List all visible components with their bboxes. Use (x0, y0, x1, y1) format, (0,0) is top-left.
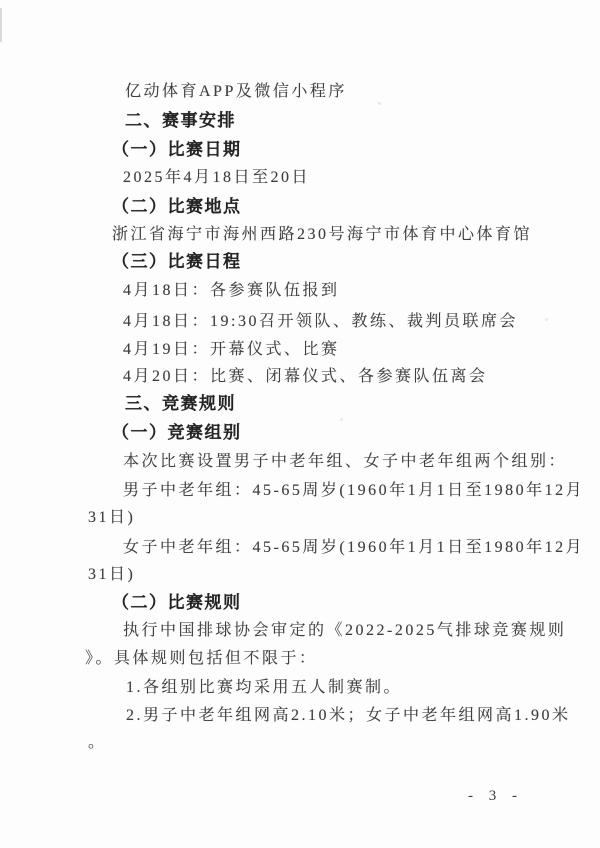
line-schedule-apr18-checkin: 4月18日：各参赛队伍报到 (123, 282, 340, 299)
scan-edge-artifact (0, 8, 2, 42)
heading-competition-groups: （一）竞赛组别 (112, 423, 242, 442)
heading-match-rules: （二）比赛规则 (112, 593, 242, 612)
line-venue-address: 浙江省海宁市海州西路230号海宁市体育中心体育馆 (112, 226, 533, 243)
line-match-date: 2025年4月18日至20日 (123, 169, 311, 186)
line-rule-item-2-cont: 。 (88, 734, 107, 751)
line-schedule-apr19: 4月19日：开幕仪式、比赛 (123, 341, 340, 358)
line-app-channels: 亿动体育APP及微信小程序 (125, 83, 347, 100)
line-schedule-apr20: 4月20日：比赛、闭幕仪式、各参赛队伍离会 (123, 368, 488, 385)
line-womens-group-cont: 31日) (88, 566, 136, 583)
line-schedule-apr18-meeting: 4月18日：19:30召开领队、教练、裁判员联席会 (123, 313, 518, 330)
scan-speckle (378, 102, 381, 105)
line-rule-item-1: 1.各组别比赛均采用五人制赛制。 (126, 679, 403, 696)
heading-event-arrangement: 二、赛事安排 (125, 111, 236, 130)
heading-competition-rules-section: 三、竞赛规则 (125, 394, 236, 413)
scan-speckle (545, 318, 548, 321)
line-rule-item-2: 2.男子中老年组网高2.10米；女子中老年组网高1.90米 (126, 707, 571, 724)
heading-match-schedule: （三）比赛日程 (112, 252, 242, 271)
line-mens-group-cont: 31日) (88, 509, 136, 526)
line-groups-intro: 本次比赛设置男子中老年组、女子中老年组两个组别： (123, 453, 568, 470)
scan-speckle (340, 418, 343, 421)
line-rules-reference: 执行中国排球协会审定的《2022-2025气排球竞赛规则 (123, 622, 567, 639)
heading-match-venue: （二）比赛地点 (112, 197, 242, 216)
line-womens-group: 女子中老年组：45-65周岁(1960年1月1日至1980年12月 (123, 539, 585, 556)
page-number: - 3 - (468, 788, 523, 804)
line-mens-group: 男子中老年组：45-65周岁(1960年1月1日至1980年12月 (123, 482, 585, 499)
line-rules-reference-cont: 》。具体规则包括但不限于： (85, 650, 318, 667)
heading-match-date: （一）比赛日期 (112, 140, 242, 159)
